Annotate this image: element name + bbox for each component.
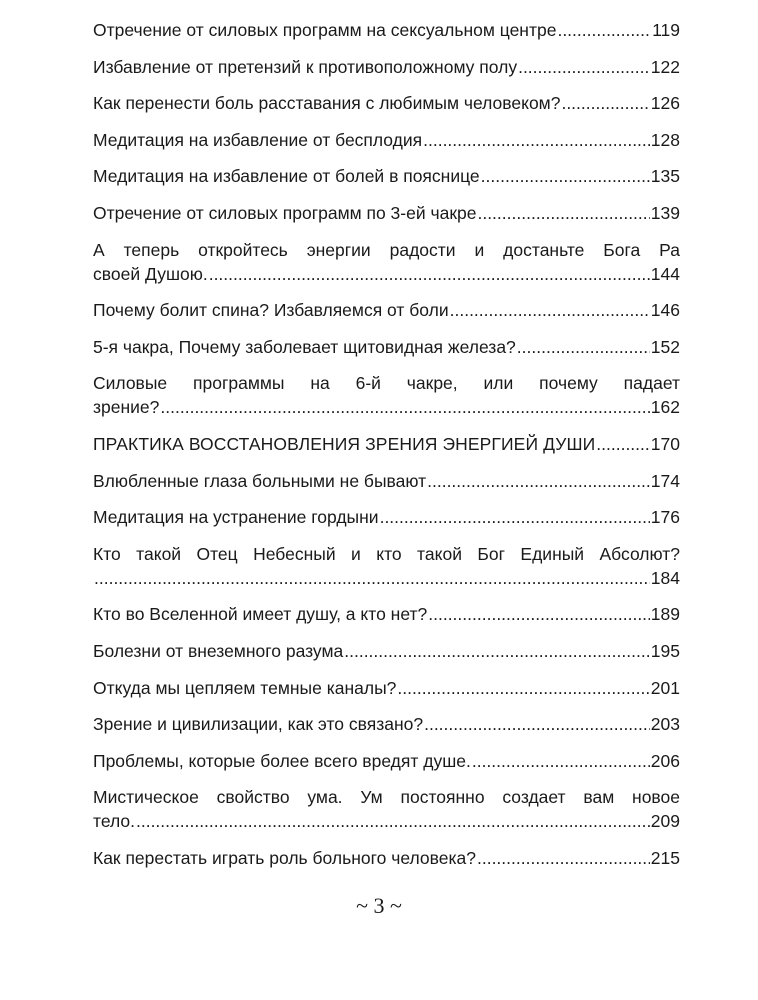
toc-entry [93, 371, 680, 419]
toc-entry [93, 164, 680, 188]
toc-entry-page: 122 [650, 56, 680, 77]
dot-leader [428, 602, 650, 626]
toc-entry [93, 505, 680, 529]
toc-entry-page: 184 [650, 567, 680, 588]
dot-leader [94, 566, 650, 590]
toc-entry-page: 139 [650, 202, 680, 223]
dot-leader [380, 505, 650, 529]
toc-entry-page: 126 [650, 93, 680, 114]
dot-leader [424, 712, 650, 736]
toc-entry [93, 542, 680, 590]
toc-entry-title: Как перенести боль расставания с любимым человеком? [93, 93, 561, 114]
dot-leader [472, 749, 650, 773]
toc-entry-page: 215 [650, 847, 680, 868]
dot-leader [518, 55, 650, 79]
dot-leader [517, 335, 650, 359]
toc-entry-title: Медитация на устранение гордыни [93, 507, 379, 528]
toc-entry-title: 5-я чакра, Почему заболевает щитовидная железа? [93, 336, 516, 357]
toc-entry-title: Как перестать играть роль больного человека? [93, 847, 476, 868]
toc-entry-title-line1: Силовые программы на 6-й чакре, или почему падает [93, 373, 680, 394]
toc-entry [93, 469, 680, 493]
dot-leader [344, 639, 650, 663]
dot-leader [423, 128, 650, 152]
dot-leader [450, 298, 650, 322]
toc-entry-title: Медитация на избавление от бесплодия [93, 129, 423, 150]
toc-entry-title: Влюбленные глаза больными не бывают [93, 470, 427, 491]
toc-entry-page: 135 [650, 166, 680, 187]
toc-entry [93, 298, 680, 322]
toc-entry-title-line1: Кто такой Отец Небесный и кто такой Бог Единый Абсолют? [93, 543, 680, 564]
toc-entry [93, 639, 680, 663]
toc-entry-page: 174 [650, 470, 680, 491]
toc-entry [93, 55, 680, 79]
toc-entry-page: 170 [650, 433, 680, 454]
toc-entry-page: 209 [650, 811, 680, 832]
toc-entry [93, 602, 680, 626]
toc-entry-page: 203 [650, 714, 680, 735]
dot-leader [561, 91, 649, 115]
toc-entry-page: 152 [650, 336, 680, 357]
toc-entry-title-line2: тело. [93, 811, 135, 832]
toc-entry [93, 712, 680, 736]
toc-entry [93, 238, 680, 286]
toc-entry-title: Болезни от внеземного разума [93, 640, 344, 661]
toc-entry-page: 201 [650, 677, 680, 698]
toc-entry [93, 676, 680, 700]
toc-entry-page: 195 [650, 640, 680, 661]
toc-entry-title: Откуда мы цепляем темные каналы? [93, 677, 397, 698]
toc-entry-page: 144 [650, 263, 680, 284]
dot-leader [160, 395, 649, 419]
toc-entry [93, 201, 680, 225]
dot-leader [136, 809, 650, 833]
toc-entry [93, 785, 680, 833]
toc-entry [93, 335, 680, 359]
toc-entry-title-line2: своей Душою. [93, 263, 208, 284]
toc-entry-title: Отречение от силовых программ на сексуальном центре [93, 20, 557, 40]
toc-entry-page: 162 [650, 397, 680, 418]
toc-entry-title-line1: Мистическое свойство ума. Ум постоянно создает вам новое [93, 787, 680, 808]
toc-entry-page: 128 [650, 129, 680, 150]
dot-leader [209, 262, 650, 286]
toc-entry-title: Проблемы, которые более всего вредят душе. [93, 750, 471, 771]
toc-entry-title: Медитация на избавление от болей в пояснице [93, 166, 480, 187]
toc-entry-page: 206 [650, 750, 680, 771]
toc-entry-title: Зрение и цивилизации, как это связано? [93, 714, 424, 735]
toc-entry-title: Почему болит спина? Избавляемся от боли [93, 300, 449, 321]
toc-entry [93, 432, 680, 456]
toc-entry [93, 18, 680, 42]
dot-leader [477, 201, 649, 225]
toc-entry-page: 176 [650, 507, 680, 528]
toc-entry-title: Кто во Вселенной имеет душу, а кто нет? [93, 604, 428, 625]
table-of-contents [93, 18, 680, 882]
toc-entry-title: ПРАКТИКА ВОССТАНОВЛЕНИЯ ЗРЕНИЯ ЭНЕРГИЕЙ ДУШИ [93, 433, 596, 454]
toc-entry-title-line1: А теперь откройтесь энергии радости и достаньте Бога Ра [93, 239, 680, 260]
toc-entry [93, 846, 680, 870]
toc-entry-title: Избавление от претензий к противоположному полу [93, 56, 518, 77]
toc-entry-title-line2: зрение? [93, 397, 160, 418]
dot-leader [557, 18, 651, 42]
dot-leader [427, 469, 650, 493]
page-number: ~ 3 ~ [356, 893, 402, 918]
toc-entry [93, 749, 680, 773]
dot-leader [477, 846, 650, 870]
toc-entry-page: 146 [650, 300, 680, 321]
toc-entry [93, 128, 680, 152]
toc-entry-title: Отречение от силовых программ по 3-ей чакре [93, 202, 477, 223]
dot-leader [481, 164, 650, 188]
toc-entry-page: 189 [650, 604, 680, 625]
dot-leader [397, 676, 649, 700]
dot-leader [596, 432, 650, 456]
toc-entry [93, 91, 680, 115]
toc-entry-page: 119 [652, 20, 680, 40]
